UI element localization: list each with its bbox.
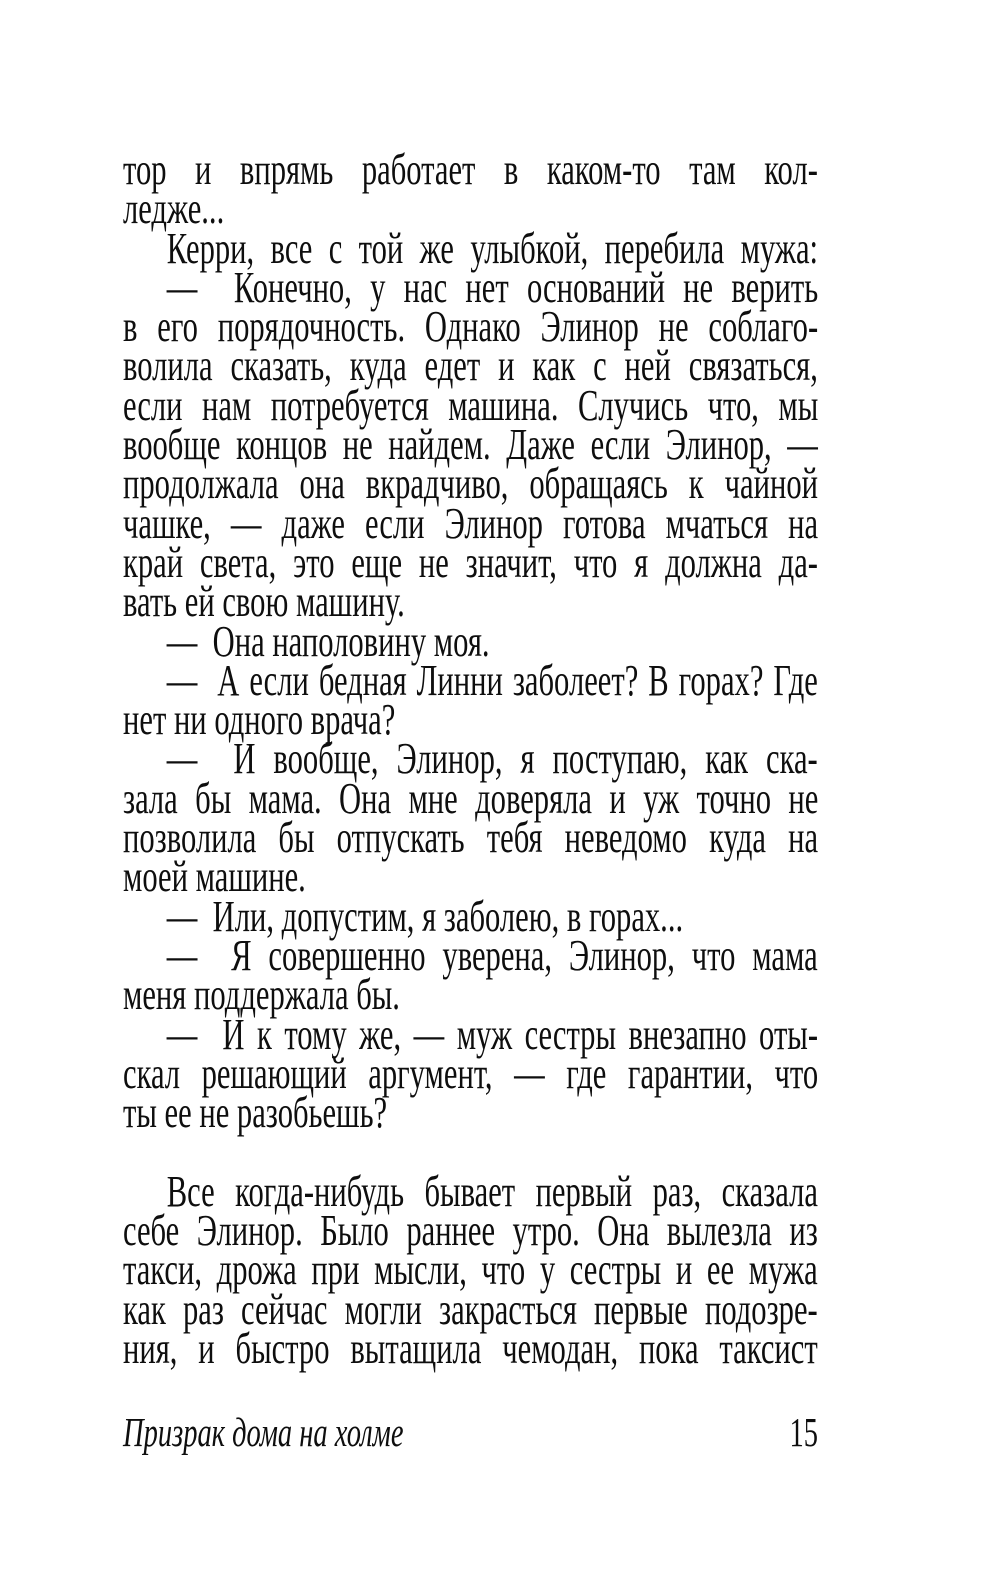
body-text: [123, 145, 819, 1373]
text-line: Керри, все с той же улыбкой, перебила мужа:: [166, 223, 819, 273]
text-line: если нам потребуется машина. Случись что, мы: [123, 380, 819, 430]
text-line: — Я совершенно уверена, Элинор, что мама: [166, 930, 818, 980]
text-line: волила сказать, куда едет и как с ней связаться,: [123, 341, 818, 391]
paragraph: [123, 930, 818, 1020]
text-line: нет ни одного врача?: [123, 695, 396, 745]
text-line: — А если бедная Линни заболеет? В горах? Где: [166, 655, 818, 705]
text-line: меня поддержала бы.: [123, 970, 400, 1020]
text-line: чашке, — даже если Элинор готова мчаться на: [123, 498, 819, 548]
text-line: позволила бы отпускать тебя неведомо куда на: [123, 813, 819, 863]
paragraph: [123, 1009, 819, 1138]
text-line: край света, это еще не значит, что я должна да-: [123, 537, 818, 587]
text-line: — Конечно, у нас нет оснований не верить: [166, 262, 819, 312]
paragraph: [123, 734, 819, 902]
text-line: — И вообще, Элинор, я поступаю, как ска-: [166, 734, 818, 784]
text-line: продолжала она вкрадчиво, обращаясь к чайной: [123, 459, 818, 509]
text-line: себе Элинор. Было раннее утро. Она вылезла из: [123, 1206, 818, 1256]
text-line: моей машине.: [123, 852, 306, 902]
text-line: вать ей свою машину.: [123, 577, 405, 627]
running-title: Призрак дома на холме: [123, 1409, 404, 1455]
text-line: вообще концов не найдем. Даже если Элинор, —: [123, 420, 818, 470]
text-line: как раз сейчас могли закрасться первые подозре-: [123, 1284, 818, 1334]
text-line: ты ее не разобьешь?: [123, 1088, 388, 1138]
paragraph: [123, 1166, 818, 1373]
paragraph: [123, 262, 819, 627]
text-line: Все когда-нибудь бывает первый раз, сказала: [166, 1166, 818, 1216]
text-line: зала бы мама. Она мне доверяла и уж точно не: [123, 773, 819, 823]
text-line: тор и впрямь работает в каком-то там кол-: [123, 145, 818, 194]
paragraph: [123, 655, 818, 745]
text-line: в его порядочность. Однако Элинор не соблаго-: [123, 302, 819, 352]
paragraph: [123, 145, 818, 234]
text-line: ледже...: [123, 184, 225, 234]
text-line: — И к тому же, — муж сестры внезапно оты-: [166, 1009, 819, 1059]
text-line: скал решающий аргумент, — где гарантии, что: [123, 1048, 819, 1098]
text-line: — Она наполовину моя.: [166, 616, 490, 666]
page-footer: [123, 1408, 818, 1456]
text-line: такси, дрожа при мысли, что у сестры и ее мужа: [123, 1245, 818, 1295]
text-line: ния, и быстро вытащила чемодан, пока таксист: [123, 1323, 818, 1373]
page-number: 15: [789, 1409, 818, 1455]
text-line: — Или, допустим, я заболею, в горах...: [166, 891, 684, 941]
